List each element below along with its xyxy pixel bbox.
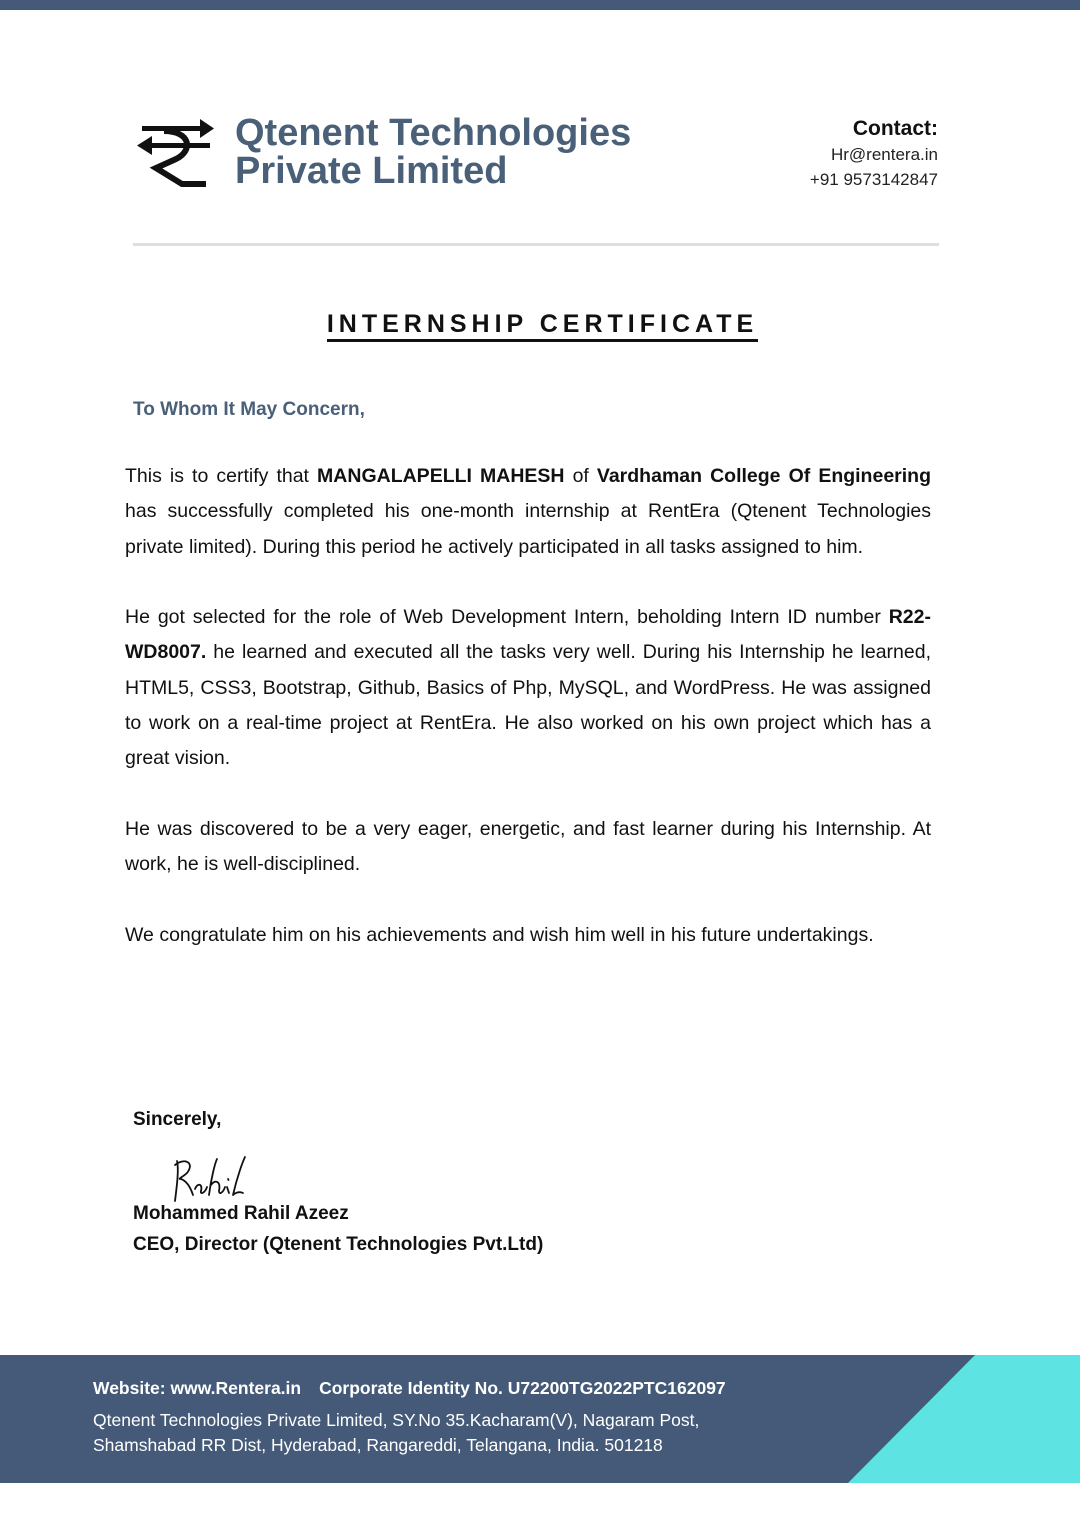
signer-name: Mohammed Rahil Azeez [133, 1203, 349, 1224]
certificate-body [125, 459, 931, 988]
contact-email[interactable]: Hr@rentera.in [830, 145, 938, 164]
header-divider [133, 243, 939, 246]
p1-text-2: of [564, 465, 597, 487]
intern-name: MANGALAPELLI MAHESH [317, 465, 565, 487]
paragraph-conduct: He was discovered to be a very eager, energetic, and fast learner during his Internship. At work, he is well-disciplined. [125, 817, 931, 876]
footer-address-line2: Shamshabad RR Dist, Hyderabad, Rangareddi, Telangana, India. 501218 [93, 1435, 663, 1455]
contact-label: Contact: [852, 117, 938, 140]
intern-id: R22-WD8007. [125, 606, 931, 664]
footer-cin: Corporate Identity No. U72200TG2022PTC162097 [319, 1378, 726, 1398]
contact-phone[interactable]: +91 9573142847 [809, 170, 938, 189]
footer-website[interactable]: Website: www.Rentera.in [93, 1378, 302, 1398]
p1-text-1: This is to certify that [125, 465, 318, 487]
footer-address [93, 1408, 853, 1458]
certificate-title [0, 310, 1080, 339]
footer-ids [93, 1378, 726, 1399]
closing: Sincerely, [133, 1109, 222, 1130]
salutation: To Whom It May Concern, [133, 399, 365, 420]
signature-image [165, 1155, 265, 1207]
paragraph-congratulations: We congratulate him on his achievements and wish him well in his future undertakings. [125, 923, 874, 946]
college-name: Vardhaman College Of Engineering [596, 465, 931, 487]
certificate-title-text: INTERNSHIP CERTIFICATE [327, 310, 758, 342]
paragraph-intro [125, 459, 931, 565]
top-accent-bar [0, 0, 1080, 10]
footer [0, 1355, 1080, 1483]
rupee-arrows-logo-icon [134, 116, 218, 192]
company-name [235, 114, 755, 190]
signer-title: CEO, Director (Qtenent Technologies Pvt.Ltd) [133, 1234, 544, 1255]
company-name-line1: Qtenent Technologies [235, 112, 632, 154]
footer-address-line1: Qtenent Technologies Private Limited, SY.No 35.Kacharam(V), Nagaram Post, [93, 1410, 700, 1430]
p1-text-3: has successfully completed his one-month internship at RentEra (Qtenent Technologies private limited). During this period he actively participated in all tasks assigned to him. [125, 500, 931, 558]
contact-block [678, 116, 938, 192]
p2-text-1: He got selected for the role of Web Development Intern, beholding Intern ID number [125, 606, 889, 629]
p2-text-2: he learned and executed all the tasks very well. During his Internship he learned, HTML5, CSS3, Bootstrap, Github, Basics of Php, MySQL, and WordPress. He was assigned to work on a real-time project at RentEra. He also worked on his own project which has a great vision. [125, 641, 931, 770]
company-name-line2: Private Limited [235, 150, 508, 192]
paragraph-role [125, 600, 931, 776]
